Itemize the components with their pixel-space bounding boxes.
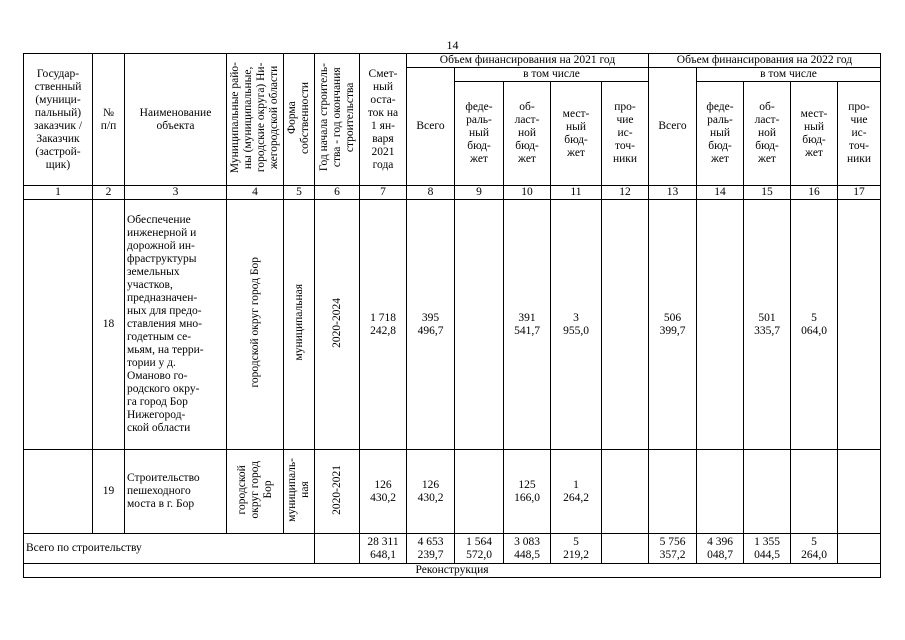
total-2022-cell: 506 399,7 (649, 200, 697, 450)
totals-label: Всего по строительству (24, 534, 315, 564)
district-cell: городской округ город Бор (227, 200, 284, 450)
object-name: Обеспечение инженерной и дорожной ин- фраструктуры земельных участков, предназначен- ных для предо- ставления мно- годетным се- мьям, на терри- тории у д. Оманово го- родского окру- га город Бор Нижегород- ской области (125, 200, 227, 450)
totals-other-2021 (602, 534, 649, 564)
header-num: № п/п (93, 54, 125, 186)
header-total-2021: Всего (407, 68, 455, 186)
column-number: 5 (284, 186, 315, 200)
header-other-2021: про- чие ис- точ- ники (602, 82, 649, 186)
column-number: 12 (602, 186, 649, 200)
page-number: 14 (446, 38, 459, 52)
total-2021-cell: 126 430,2 (407, 450, 455, 534)
totals-local-2022: 5 264,0 (791, 534, 838, 564)
row-number: 19 (93, 450, 125, 534)
totals-row (24, 534, 881, 564)
total-2021-cell: 395 496,7 (407, 200, 455, 450)
ownership-cell: муниципальная (284, 200, 315, 450)
header-object: Наименование объекта (125, 54, 227, 186)
header-federal-2021: феде- раль- ный бюд- жет (455, 82, 504, 186)
federal-2022-cell (697, 200, 744, 450)
header-regional-2021: об- ласт- ной бюд- жет (504, 82, 551, 186)
totals-total-2021: 4 653 239,7 (407, 534, 455, 564)
header-local-2021: мест- ный бюд- жет (551, 82, 602, 186)
totals-regional-2022: 1 355 044,5 (744, 534, 791, 564)
totals-local-2021: 5 219,2 (551, 534, 602, 564)
column-number: 15 (744, 186, 791, 200)
column-number: 11 (551, 186, 602, 200)
column-number: 13 (649, 186, 697, 200)
totals-federal-2022: 4 396 048,7 (697, 534, 744, 564)
object-name: Строительство пешеходного моста в г. Бор (125, 450, 227, 534)
column-number: 4 (227, 186, 284, 200)
column-number: 16 (791, 186, 838, 200)
customer-cell (24, 200, 93, 450)
column-number: 3 (125, 186, 227, 200)
regional-2021-cell: 125 166,0 (504, 450, 551, 534)
customer-cell (24, 450, 93, 534)
header-fin-2021: Объем финансирования на 2021 год (407, 54, 649, 68)
federal-2022-cell (697, 450, 744, 534)
table-row (24, 450, 881, 534)
header-customer: Государ- ственный (муници- пальный) заказчик / Заказчик (застрой- щик) (24, 54, 93, 186)
column-number: 2 (93, 186, 125, 200)
years-cell: 2020-2024 (315, 200, 360, 450)
federal-2021-cell (455, 200, 504, 450)
federal-2021-cell (455, 450, 504, 534)
column-number: 8 (407, 186, 455, 200)
header-incl-2021: в том числе (455, 68, 649, 82)
header-years: Год начала строитель- ства - год окончания строительства (315, 54, 360, 186)
column-number: 14 (697, 186, 744, 200)
local-2021-cell: 1 264,2 (551, 450, 602, 534)
other-2021-cell (602, 200, 649, 450)
regional-2022-cell (744, 450, 791, 534)
header-incl-2022: в том числе (697, 68, 881, 82)
column-number: 10 (504, 186, 551, 200)
section-row (24, 564, 881, 578)
column-numbers-row (24, 186, 881, 200)
header-federal-2022: феде- раль- ный бюд- жет (697, 82, 744, 186)
column-number: 1 (24, 186, 93, 200)
header-total-2022: Всего (649, 68, 697, 186)
header-ownership: Форма собственности (284, 54, 315, 186)
column-number: 7 (360, 186, 407, 200)
totals-federal-2021: 1 564 572,0 (455, 534, 504, 564)
column-number: 6 (315, 186, 360, 200)
total-2022-cell (649, 450, 697, 534)
row-number: 18 (93, 200, 125, 450)
section-title: Реконструкция (24, 564, 881, 578)
header-regional-2022: об- ласт- ной бюд- жет (744, 82, 791, 186)
header-local-2022: мест- ный бюд- жет (791, 82, 838, 186)
other-2021-cell (602, 450, 649, 534)
regional-2021-cell: 391 541,7 (504, 200, 551, 450)
years-cell: 2020-2021 (315, 450, 360, 534)
totals-estimate: 28 311 648,1 (360, 534, 407, 564)
district-cell: городской округ город Бор (227, 450, 284, 534)
local-2021-cell: 3 955,0 (551, 200, 602, 450)
header-fin-2022: Объем финансирования на 2022 год (649, 54, 881, 68)
totals-regional-2021: 3 083 448,5 (504, 534, 551, 564)
local-2022-cell: 5 064,0 (791, 200, 838, 450)
header-other-2022: про- чие ис- точ- ники (838, 82, 881, 186)
estimate-cell: 1 718 242,8 (360, 200, 407, 450)
financing-table (23, 53, 881, 578)
header-estimate: Смет- ный оста- ток на 1 ян- варя 2021 года (360, 54, 407, 186)
other-2022-cell (838, 200, 881, 450)
ownership-cell: муниципаль- ная (284, 450, 315, 534)
totals-years-cell (315, 534, 360, 564)
estimate-cell: 126 430,2 (360, 450, 407, 534)
totals-other-2022 (838, 534, 881, 564)
other-2022-cell (838, 450, 881, 534)
column-number: 17 (838, 186, 881, 200)
local-2022-cell (791, 450, 838, 534)
table-row (24, 200, 881, 450)
column-number: 9 (455, 186, 504, 200)
regional-2022-cell: 501 335,7 (744, 200, 791, 450)
header-district: Муниципальные райо- ны (муниципальные, городские округа) Ни- жегородской области (227, 54, 284, 186)
totals-total-2022: 5 756 357,2 (649, 534, 697, 564)
